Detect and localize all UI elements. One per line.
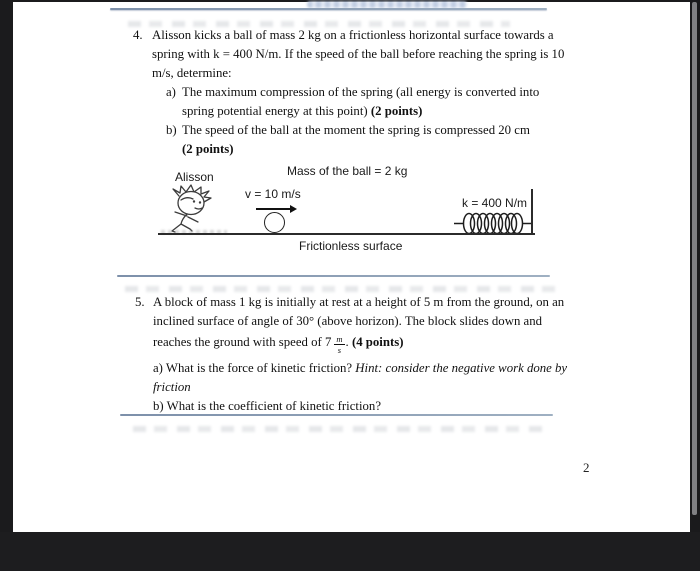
hint-text: friction <box>153 379 191 394</box>
item-b-label: b) <box>166 123 177 137</box>
problem-4-statement-line: spring with k = 400 N/m. If the speed of the ball before reaching the spring is 10 <box>152 47 565 61</box>
problem-5-number: 5. <box>135 295 145 309</box>
problem-5-item-a: a) What is the force of kinetic friction? Hint: consider the negative work done by <box>153 360 568 375</box>
scrollbar-track[interactable] <box>690 0 700 532</box>
problem-5-speed-line: reaches the ground with speed of 7 $\frac{m}{s}$ . (4 points) <box>153 333 404 355</box>
surface-label: Frictionless surface <box>299 239 403 253</box>
ball-shape <box>264 212 285 233</box>
problem-5-statement-line: A block of mass 1 kg is initially at rest at a height of 5 m from the ground, on an <box>153 295 565 309</box>
ball-mass-label: Mass of the ball = 2 kg <box>287 164 408 178</box>
page-number: 2 <box>583 460 590 475</box>
problem-5 <box>135 293 615 416</box>
problem-4-item-b: b) The speed of the ball at the moment the spring is compressed 20 cm <box>133 121 613 140</box>
problem-4-figure <box>13 2 690 532</box>
hint-text: Hint: consider the negative work done by <box>355 360 568 375</box>
spring-constant-label: k = 400 N/m <box>462 196 528 210</box>
problem-4-number: 4. <box>133 28 143 42</box>
problem-4-statement-line: m/s, determine: <box>152 66 232 80</box>
velocity-arrow <box>256 208 290 210</box>
kicker-name-label: Alisson <box>175 170 214 184</box>
problem-5-statement-line: inclined surface of angle of 30° (above horizon). The block slides down and <box>153 314 543 328</box>
problem-4-item-a: a) The maximum compression of the spring (all energy is converted into <box>133 83 613 102</box>
ground-line <box>158 233 535 235</box>
problem-5-item-a-continued <box>135 378 615 397</box>
item-a-label: a) <box>166 85 176 99</box>
velocity-arrow-head <box>290 205 297 213</box>
document-page <box>13 2 690 532</box>
points-badge: (2 points) <box>182 142 234 156</box>
velocity-label: v = 10 m/s <box>245 187 301 201</box>
bottom-letterbox <box>0 532 700 571</box>
points-badge: (4 points) <box>351 335 404 349</box>
kicking-kid-illustration <box>161 184 225 234</box>
wall-line <box>531 189 533 235</box>
points-badge: (2 points) <box>370 104 423 118</box>
scrollbar-thumb[interactable] <box>692 2 697 515</box>
problem-4-statement-line: Alisson kicks a ball of mass 2 kg on a frictionless horizontal surface towards a <box>152 28 554 42</box>
problem-4-item-a-continued: spring potential energy at this point) (2 points) <box>182 104 423 118</box>
m-over-s-fraction: $\frac{m}{s}$ <box>336 333 343 355</box>
problem-5-item-b: b) What is the coefficient of kinetic friction? <box>153 398 382 413</box>
